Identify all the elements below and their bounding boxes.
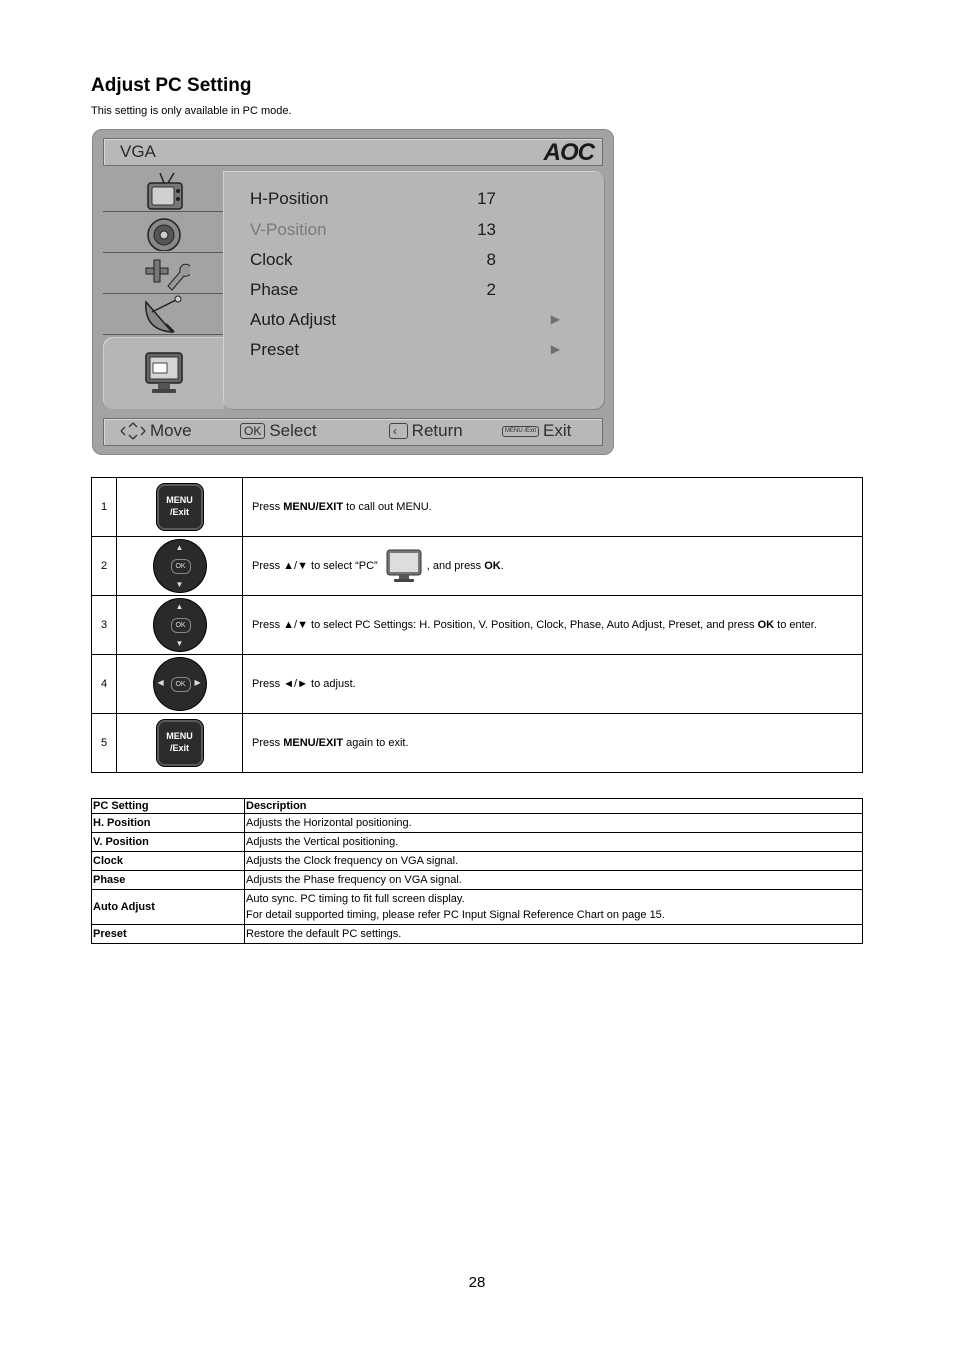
table-row	[92, 478, 863, 537]
osd-item-clock[interactable]: Clock 8	[250, 250, 496, 269]
osd-settings-panel	[223, 171, 604, 409]
table-row: Preset Restore the default PC settings.	[92, 925, 863, 944]
osd-menu	[92, 129, 614, 455]
page-number: 28	[468, 1274, 486, 1291]
sidebar-item-tv[interactable]	[103, 171, 224, 212]
left-right-ok-button-icon: ◀ OK ▶	[154, 658, 206, 710]
step-text: Press MENU/EXIT to call out MENU.	[243, 478, 863, 537]
step-number: 3	[92, 596, 117, 655]
osd-item-auto-adjust[interactable]: Auto Adjust ▶	[250, 310, 560, 329]
sidebar-item-setup[interactable]	[103, 253, 224, 294]
ok-key-icon: OK	[240, 423, 265, 439]
page-title: Adjust PC Setting	[91, 75, 252, 96]
sidebar-item-audio[interactable]	[103, 212, 224, 253]
osd-item-h-position[interactable]: H-Position 17	[250, 189, 496, 208]
up-down-ok-button-icon: ▲ OK ▼	[154, 540, 206, 592]
osd-item-preset[interactable]: Preset ▶	[250, 340, 560, 359]
table-row	[92, 655, 863, 714]
step-text: Press MENU/EXIT again to exit.	[243, 714, 863, 773]
chevron-right-icon: ▶	[550, 312, 560, 326]
osd-header	[103, 138, 603, 166]
table-row: Clock Adjusts the Clock frequency on VGA signal.	[92, 852, 863, 871]
table-row	[92, 537, 863, 596]
tools-icon	[138, 254, 190, 292]
table-header-row: PC Setting Description	[92, 799, 863, 814]
chevron-right-icon: ▶	[550, 342, 560, 356]
step-number: 4	[92, 655, 117, 714]
table-row: V. Position Adjusts the Vertical positioning.	[92, 833, 863, 852]
menu-exit-button-icon: MENU /Exit	[157, 484, 203, 530]
speaker-icon	[140, 213, 188, 251]
move-arrows-icon	[120, 422, 146, 440]
pc-monitor-icon	[385, 549, 423, 583]
footer-move: Move	[120, 421, 192, 441]
step-text: Press ▲/▼ to select PC Settings: H. Position, V. Position, Clock, Phase, Auto Adjust, Preset, and press OK to enter.	[243, 596, 863, 655]
settings-table	[91, 798, 863, 944]
table-row: Auto Adjust Auto sync. PC timing to fit full screen display. For detail supported timing, please refer PC Input Signal Reference Chart on page 15.	[92, 890, 863, 925]
menu-key-icon: MENU /Exit	[502, 426, 539, 437]
step-text: Press ▲/▼ to select “PC” , and press OK.	[243, 537, 863, 596]
tv-icon	[140, 171, 188, 211]
footer-return: ‹ Return	[389, 421, 463, 441]
osd-item-v-position[interactable]: V-Position 13	[250, 220, 496, 239]
osd-item-phase[interactable]: Phase 2	[250, 280, 496, 299]
sidebar-item-channel[interactable]	[103, 294, 224, 335]
step-text: Press ◄/► to adjust.	[243, 655, 863, 714]
menu-exit-button-icon: MENU /Exit	[157, 720, 203, 766]
sidebar-item-pc[interactable]	[103, 337, 224, 409]
osd-sidebar	[103, 171, 224, 411]
table-row: H. Position Adjusts the Horizontal positioning.	[92, 814, 863, 833]
osd-footer	[103, 418, 603, 446]
table-row	[92, 714, 863, 773]
osd-source-label: VGA	[120, 142, 156, 161]
back-key-icon: ‹	[389, 423, 408, 439]
page-subtitle: This setting is only available in PC mode.	[91, 105, 292, 117]
aoc-logo: AOC	[543, 139, 594, 166]
step-number: 2	[92, 537, 117, 596]
steps-table	[91, 477, 863, 773]
table-row: Phase Adjusts the Phase frequency on VGA signal.	[92, 871, 863, 890]
step-number: 1	[92, 478, 117, 537]
satellite-icon	[138, 294, 190, 334]
footer-select: OK Select	[240, 421, 317, 441]
footer-exit: MENU /Exit Exit	[502, 421, 571, 441]
table-row	[92, 596, 863, 655]
step-number: 5	[92, 714, 117, 773]
up-down-ok-button-icon: ▲ OK ▼	[154, 599, 206, 651]
pc-monitor-icon	[140, 349, 188, 397]
